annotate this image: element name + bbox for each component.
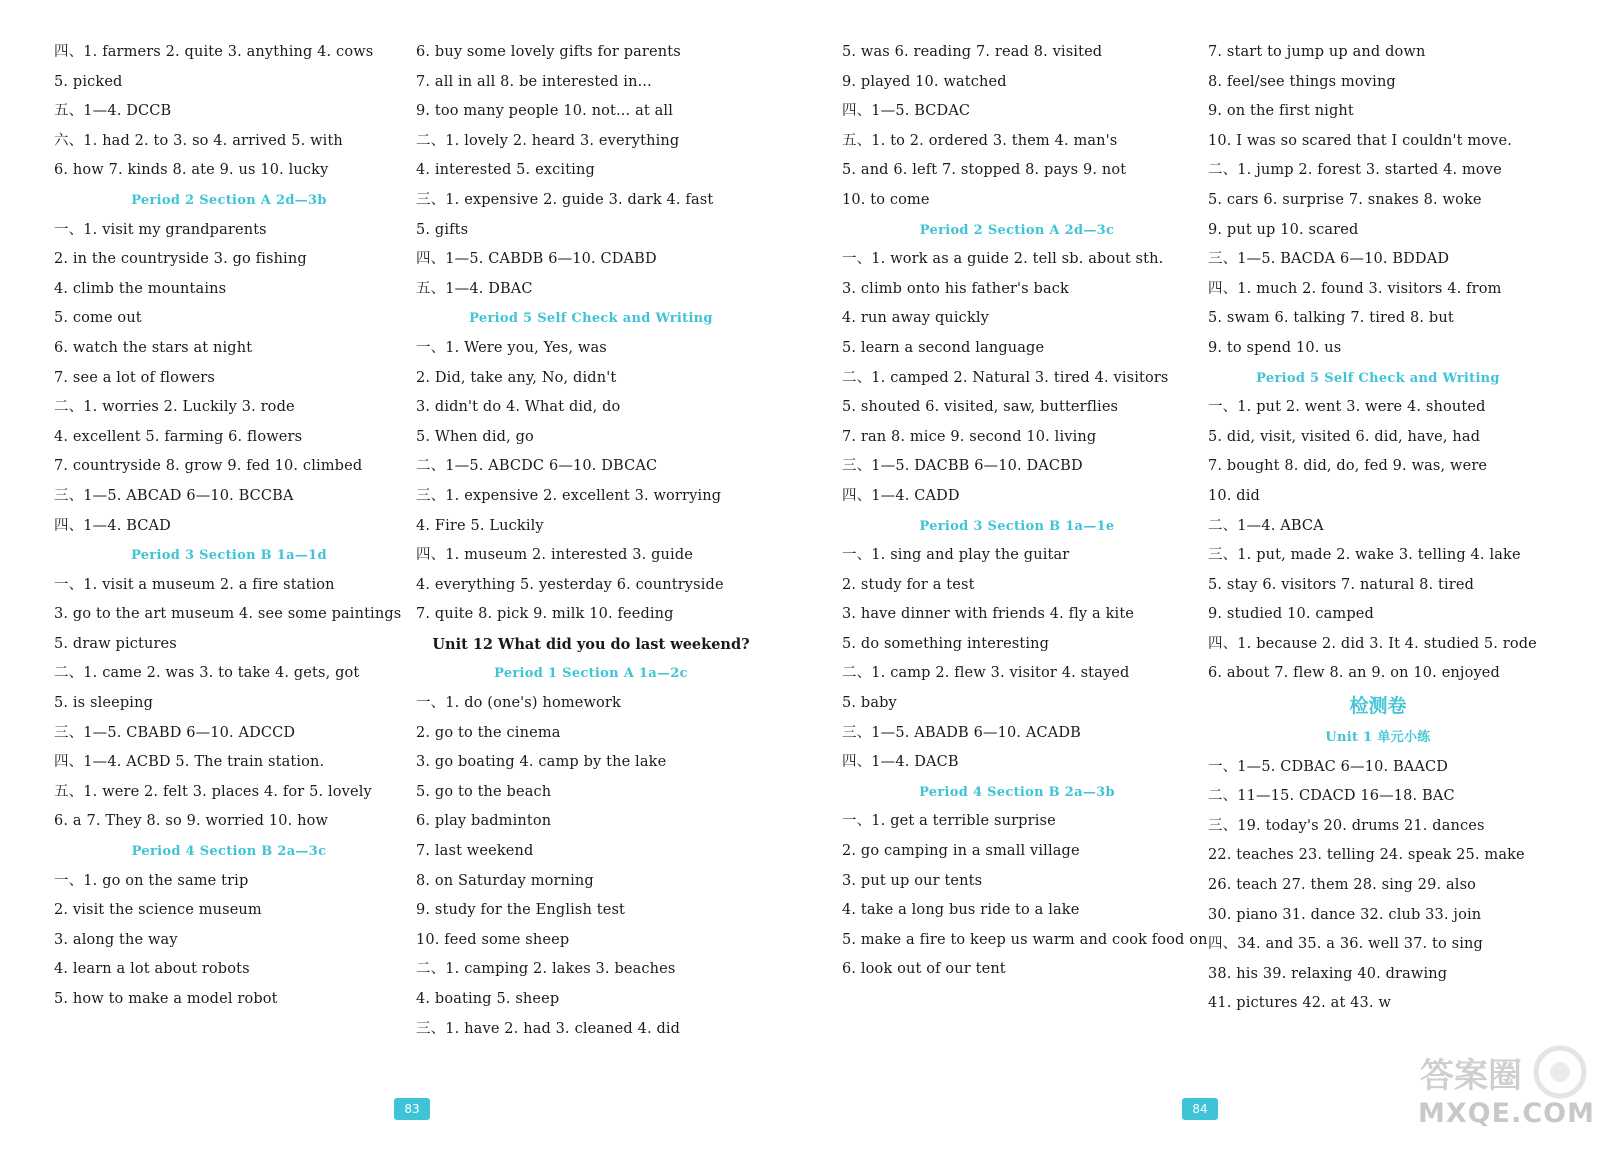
answer-line: 6. look out of our tent: [842, 961, 1006, 978]
answer-line: 4. learn a lot about robots: [54, 961, 250, 978]
answer-line: 二、1—4. ABCA: [1208, 517, 1324, 534]
answer-line: 7. start to jump up and down: [1208, 44, 1426, 60]
answer-line: 10. feed some sheep: [416, 931, 570, 948]
answer-line: 6. how 7. kinds 8. ate 9. us 10. lucky: [54, 162, 329, 179]
answer-line: 7. see a lot of flowers: [54, 369, 215, 386]
answer-line: 2. go camping in a small village: [842, 843, 1080, 860]
answer-line: 9. too many people 10. not... at all: [416, 103, 673, 120]
answer-line: 5. make a fire to keep us warm and cook food on: [842, 931, 1208, 948]
answer-line: 三、1. put, made 2. wake 3. telling 4. lake: [1208, 547, 1521, 564]
answer-line: 22. teaches 23. telling 24. speak 25. make: [1208, 847, 1525, 864]
section-heading: Period 1 Section A 1a—2c: [494, 666, 688, 682]
answer-line: 9. put up 10. scared: [1208, 221, 1359, 238]
answer-line: 8. feel/see things moving: [1208, 73, 1396, 90]
answer-line: 5. gifts: [416, 221, 469, 238]
answer-line: 6. about 7. flew 8. an 9. on 10. enjoyed: [1208, 665, 1500, 682]
answer-column-4: [1208, 38, 1548, 1019]
section-heading: Period 2 Section A 2d—3c: [919, 222, 1115, 238]
answer-line: 二、1—5. ABCDC 6—10. DBCAC: [416, 458, 658, 475]
answer-line: 2. Did, take any, No, didn't: [416, 369, 617, 386]
answer-line: 6. buy some lovely gifts for parents: [416, 44, 681, 60]
answer-line: 二、1. worries 2. Luckily 3. rode: [54, 399, 295, 416]
answer-line: 四、1—5. CABDB 6—10. CDABD: [416, 251, 657, 268]
answer-line: 5. learn a second language: [842, 339, 1045, 356]
answer-line: 9. on the first night: [1208, 103, 1354, 120]
answer-line: 三、1—5. CBABD 6—10. ADCCD: [54, 724, 296, 741]
answer-line: 5. did, visit, visited 6. did, have, had: [1208, 428, 1481, 445]
answer-line: 5. was 6. reading 7. read 8. visited: [842, 44, 1103, 60]
answer-line: 三、1. expensive 2. guide 3. dark 4. fast: [416, 191, 714, 208]
unit-title: Unit 12 What did you do last weekend?: [432, 635, 750, 653]
answer-line: 5. do something interesting: [842, 635, 1050, 652]
answer-line: 二、1. camped 2. Natural 3. tired 4. visitors: [842, 369, 1169, 386]
answer-line: 9. studied 10. camped: [1208, 606, 1374, 623]
answer-line: 3. go to the art museum 4. see some paintings: [54, 606, 402, 623]
answer-line: 四、34. and 35. a 36. well 37. to sing: [1208, 936, 1483, 953]
answer-line: 五、1—4. DBAC: [416, 280, 533, 297]
answer-line: 4. climb the mountains: [54, 280, 227, 297]
answer-line: 5. shouted 6. visited, saw, butterflies: [842, 399, 1119, 416]
answer-line: 6. play badminton: [416, 813, 552, 830]
answer-line: 38. his 39. relaxing 40. drawing: [1208, 965, 1448, 982]
answer-line: 三、1. expensive 2. excellent 3. worrying: [416, 487, 722, 504]
answer-line: 2. study for a test: [842, 576, 975, 593]
answer-line: 三、1—5. ABCAD 6—10. BCCBA: [54, 487, 294, 504]
answer-line: 9. study for the English test: [416, 902, 626, 919]
answer-line: 三、1. have 2. had 3. cleaned 4. did: [416, 1020, 681, 1037]
watermark-cn-text: 答案圈: [1420, 1056, 1522, 1096]
answer-line: 7. ran 8. mice 9. second 10. living: [842, 428, 1097, 445]
answer-line: 一、1. visit my grandparents: [54, 221, 267, 238]
answer-line: 四、1—5. BCDAC: [842, 103, 971, 120]
answer-line: 四、1. much 2. found 3. visitors 4. from: [1208, 280, 1502, 297]
section-heading: Period 4 Section B 2a—3b: [919, 784, 1115, 800]
answer-line: 41. pictures 42. at 43. w: [1208, 995, 1392, 1012]
answer-line: 30. piano 31. dance 32. club 33. join: [1208, 906, 1482, 923]
watermark-url-text: MXQE.COM: [1418, 1098, 1595, 1129]
answer-column-2: [416, 38, 766, 1044]
answer-line: 四、1. farmers 2. quite 3. anything 4. cows: [54, 44, 374, 60]
answer-line: 4. excellent 5. farming 6. flowers: [54, 428, 303, 445]
answer-line: 三、19. today's 20. drums 21. dances: [1208, 817, 1485, 834]
answer-line: 6. a 7. They 8. so 9. worried 10. how: [54, 813, 329, 830]
answer-line: 9. played 10. watched: [842, 73, 1007, 90]
answer-line: 9. to spend 10. us: [1208, 339, 1342, 356]
answer-line: 7. countryside 8. grow 9. fed 10. climbed: [54, 458, 363, 475]
answer-line: 五、1. to 2. ordered 3. them 4. man's: [842, 132, 1118, 149]
answer-line: 4. take a long bus ride to a lake: [842, 902, 1080, 919]
answer-line: 三、1—5. BACDA 6—10. BDDAD: [1208, 251, 1450, 268]
answer-line: 四、1—4. ACBD 5. The train station.: [54, 754, 325, 771]
answer-line: 四、1—4. CADD: [842, 487, 960, 504]
answer-line: 7. all in all 8. be interested in...: [416, 73, 652, 90]
section-heading: Unit 1 单元小练: [1325, 730, 1431, 746]
answer-line: 五、1—4. DCCB: [54, 103, 172, 120]
answer-line: 2. go to the cinema: [416, 724, 561, 741]
answer-line: 4. interested 5. exciting: [416, 162, 595, 179]
answer-line: 5. baby: [842, 695, 897, 712]
answer-line: 一、1. visit a museum 2. a fire station: [54, 576, 335, 593]
page-number-left: 83: [394, 1098, 430, 1120]
section-heading: Period 3 Section B 1a—1d: [131, 548, 327, 564]
answer-line: 三、1—5. ABADB 6—10. ACADB: [842, 724, 1081, 741]
section-heading: Period 2 Section A 2d—3b: [131, 192, 327, 208]
answer-line: 六、1. had 2. to 3. so 4. arrived 5. with: [54, 132, 343, 149]
answer-line: 四、1. because 2. did 3. It 4. studied 5. rode: [1208, 635, 1537, 652]
answer-line: 5. come out: [54, 310, 142, 327]
answer-line: 2. visit the science museum: [54, 902, 262, 919]
answer-line: 一、1. do (one's) homework: [416, 695, 621, 712]
answer-column-1: [54, 38, 404, 1015]
answer-line: 6. watch the stars at night: [54, 339, 253, 356]
answer-line: 3. along the way: [54, 931, 178, 948]
answer-line: 26. teach 27. them 28. sing 29. also: [1208, 877, 1477, 894]
section-heading: Period 5 Self Check and Writing: [469, 311, 713, 327]
test-section-title: 检测卷: [1349, 695, 1407, 718]
answer-line: 一、1. get a terrible surprise: [842, 813, 1056, 830]
answer-line: 4. boating 5. sheep: [416, 991, 560, 1007]
answer-line: 一、1. Were you, Yes, was: [416, 339, 607, 356]
answer-line: 四、1—4. DACB: [842, 754, 959, 771]
answer-line: 二、1. came 2. was 3. to take 4. gets, got: [54, 665, 360, 682]
answer-line: 一、1. put 2. went 3. were 4. shouted: [1208, 399, 1486, 416]
answer-line: 5. is sleeping: [54, 695, 154, 712]
page-right: [800, 0, 1600, 1156]
answer-line: 3. have dinner with friends 4. fly a kite: [842, 606, 1135, 623]
answer-line: 10. did: [1208, 487, 1260, 504]
answer-line: 5. draw pictures: [54, 635, 177, 652]
answer-line: 一、1. sing and play the guitar: [842, 547, 1070, 564]
answer-line: 4. everything 5. yesterday 6. countryside: [416, 576, 724, 593]
answer-line: 7. quite 8. pick 9. milk 10. feeding: [416, 606, 674, 623]
answer-column-3: [842, 38, 1208, 985]
answer-line: 7. bought 8. did, do, fed 9. was, were: [1208, 458, 1488, 475]
answer-line: 四、1—4. BCAD: [54, 517, 171, 534]
answer-line: 7. last weekend: [416, 843, 534, 860]
answer-line: 二、11—15. CDACD 16—18. BAC: [1208, 788, 1455, 805]
answer-line: 3. put up our tents: [842, 872, 983, 889]
answer-line: 5. go to the beach: [416, 783, 552, 800]
answer-line: 10. to come: [842, 191, 930, 208]
answer-line: 5. how to make a model robot: [54, 991, 278, 1007]
section-heading: Period 5 Self Check and Writing: [1256, 370, 1500, 386]
answer-line: 二、1. jump 2. forest 3. started 4. move: [1208, 162, 1502, 179]
answer-line: 4. run away quickly: [842, 310, 990, 327]
answer-line: 一、1—5. CDBAC 6—10. BAACD: [1208, 758, 1449, 775]
answer-line: 5. stay 6. visitors 7. natural 8. tired: [1208, 576, 1475, 593]
answer-line: 五、1. were 2. felt 3. places 4. for 5. lovely: [54, 783, 372, 800]
page-number-right: 84: [1182, 1098, 1218, 1120]
answer-line: 5. cars 6. surprise 7. snakes 8. woke: [1208, 191, 1482, 208]
answer-line: 二、1. camp 2. flew 3. visitor 4. stayed: [842, 665, 1130, 682]
answer-line: 四、1. museum 2. interested 3. guide: [416, 547, 693, 564]
answer-line: 一、1. work as a guide 2. tell sb. about sth.: [842, 251, 1164, 268]
answer-line: 2. in the countryside 3. go fishing: [54, 251, 307, 268]
answer-line: 一、1. go on the same trip: [54, 872, 249, 889]
section-heading: Period 4 Section B 2a—3c: [131, 844, 327, 860]
answer-line: 3. climb onto his father's back: [842, 280, 1069, 297]
answer-line: 10. I was so scared that I couldn't move.: [1208, 132, 1512, 149]
section-heading: Period 3 Section B 1a—1e: [919, 518, 1115, 534]
answer-line: 3. go boating 4. camp by the lake: [416, 754, 667, 771]
answer-line: 4. Fire 5. Luckily: [416, 517, 544, 534]
answer-line: 二、1. camping 2. lakes 3. beaches: [416, 961, 676, 978]
answer-line: 5. When did, go: [416, 428, 534, 445]
answer-line: 3. didn't do 4. What did, do: [416, 399, 621, 416]
answer-line: 三、1—5. DACBB 6—10. DACBD: [842, 458, 1083, 475]
answer-line: 5. picked: [54, 73, 123, 90]
answer-line: 8. on Saturday morning: [416, 872, 594, 889]
answer-line: 二、1. lovely 2. heard 3. everything: [416, 132, 680, 149]
answer-line: 5. swam 6. talking 7. tired 8. but: [1208, 310, 1454, 327]
answer-line: 5. and 6. left 7. stopped 8. pays 9. not: [842, 162, 1127, 179]
